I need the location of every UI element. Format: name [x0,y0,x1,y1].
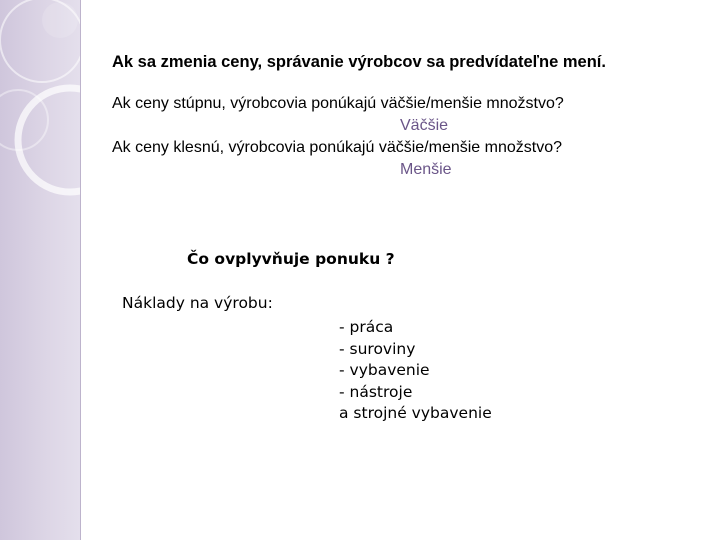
sidebar-divider [80,0,81,540]
decorative-sidebar [0,0,80,540]
decorative-circles [0,0,80,540]
list-item: a strojné vybavenie [339,404,492,422]
production-costs-list [339,317,492,425]
question-prices-rise: Ak ceny stúpnu, výrobcovia ponúkajú väčšie/menšie množstvo? [112,95,564,112]
list-item: - nástroje [339,382,413,401]
question-prices-fall: Ak ceny klesnú, výrobcovia ponúkajú väčšie/menšie množstvo? [112,139,562,156]
list-item: - práca [339,318,394,336]
answer-larger: Väčšie [400,117,449,134]
list-item: - suroviny [339,339,416,358]
slide-headline: Ak sa zmenia ceny, správanie výrobcov sa predvídateľne mení. [112,53,606,71]
supply-question: Čo ovplyvňuje ponuku ? [187,250,395,268]
answer-smaller: Menšie [400,161,452,178]
list-item: - vybavenie [339,361,430,379]
production-costs-label: Náklady na výrobu: [122,294,273,312]
